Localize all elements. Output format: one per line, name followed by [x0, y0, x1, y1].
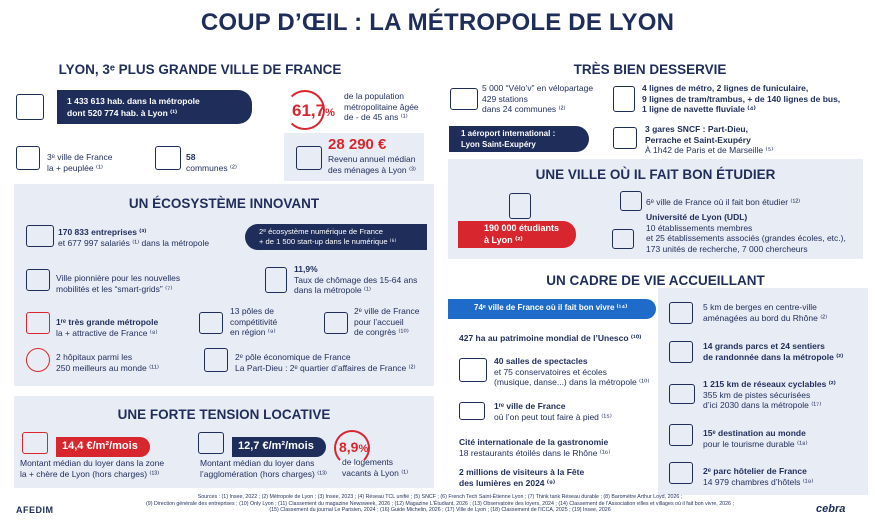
attractive-houses-icon: [26, 312, 50, 334]
mobility-text: Ville pionnière pour les nouvelles mobilités et les “smart-grids” ⁽⁷⁾: [56, 273, 181, 294]
page-title: COUP D’ŒIL : LA MÉTROPOLE DE LYON: [200, 9, 675, 36]
riverbanks-text: 5 km de berges en centre-ville aménagées au bord du Rhône ⁽²⁾: [703, 302, 828, 323]
companies-text: 170 833 entreprises ⁽³⁾ et 677 997 salariés ⁽¹⁾ dans la métropole: [58, 227, 210, 248]
attractive-text: 1ʳᵉ très grande métropole la + attractive de France ⁽⁸⁾: [56, 317, 159, 338]
rent-agglo-text: Montant médian du loyer dans l’agglomération (hors charges) ⁽¹³⁾: [200, 458, 328, 479]
theatre-masks-icon: [459, 358, 487, 382]
venues-text: 40 salles de spectacles et 75 conservatoires et écoles (musique, danse...) dans la métropole ⁽¹⁰⁾: [494, 356, 650, 387]
income-value: 28 290 €: [328, 136, 387, 153]
velov-text: 5 000 “Vélo’v” en vélopartage 429 stations dans 24 communes ⁽²⁾: [482, 83, 594, 114]
tourism-text: 15ᵉ destination au monde pour le tourisme durable ⁽¹⁸⁾: [703, 428, 808, 449]
hospitals-text: 2 hôpitaux parmi les 250 meilleurs au monde ⁽¹¹⁾: [56, 352, 159, 373]
hotel-icon: [669, 462, 693, 484]
congress-text: 2ᵉ ville de France pour l’accueil de congrès ⁽¹⁰⁾: [354, 306, 420, 337]
population-line2: dont 520 774 hab. à Lyon ⁽¹⁾: [67, 108, 178, 118]
student-icon: [509, 193, 531, 219]
light-festival-text: 2 millions de visiteurs à la Fête des lumières en 2024 ⁽⁹⁾: [459, 467, 585, 488]
hospital-cross-icon: [26, 348, 50, 372]
park-tree-icon: [669, 341, 693, 363]
graduation-cap-icon: [620, 191, 642, 211]
train-icon: [613, 127, 637, 149]
income-text: Revenu annuel médian des ménages à Lyon ⁽³⁾: [328, 154, 416, 175]
sources-footer: Sources : (1) Insee, 2022 ; (2) Métropole de Lyon ; (3) Insee, 2023 ; (4) Réseau TCL unifié ; (5) SNCF ; (6) French Tech Saint-Étienne Lyon ; (7) Think tank Réseau durable ; (8) Baromètre Arthur Loyd, 2026 ; (9) Direction générale des entreprises ; (10) Only Lyon ; (11) Classement du magazine Newsweek, 2026 ; (12) Magazine L'Étudiant, 2026 ; (13) Observatoire des loyers, 2024 ; (14) Classement de l'Association villes et villages où il fait bon vivre, 2026 ; (15) Classement du journal Le Parisien, 2024 ; (16) Guide Michelin, 2026 ; (17) Ville de Lyon ; (18) Classement de l'ICCA, 2025 ; (19) Insee, 2026: [146, 494, 734, 514]
smart-grid-icon: [26, 269, 50, 291]
digital-ecosystem-box: 2ᵉ écosystème numérique de France + de 1 500 start-up dans le numérique ⁽⁶⁾: [245, 224, 427, 250]
riverbank-icon: [669, 302, 693, 324]
competitiveness-text: 13 pôles de compétitivité en région ⁽⁹⁾: [230, 306, 278, 337]
university-text: Université de Lyon (UDL) 10 établissements membres et 25 établissements associés (grandes écoles, etc.), 173 unités de recherche, 7 000 chercheurs: [646, 212, 846, 254]
section-title-tension-locative: UNE FORTE TENSION LOCATIVE: [117, 407, 331, 422]
city-buildings-icon: [16, 94, 44, 120]
gastronomy-text: Cité internationale de la gastronomie 18 restaurants étoilés dans le Rhône ⁽¹⁶⁾: [459, 437, 611, 458]
communes-buildings-icon: [155, 146, 181, 170]
business-district-icon: [204, 348, 228, 372]
population-line1: 1 433 613 hab. dans la métropole: [67, 96, 200, 106]
section-title-cadre-de-vie: UN CADRE DE VIE ACCUEILLANT: [546, 273, 765, 288]
cycling-text: 1 215 km de réseaux cyclables ⁽²⁾ 355 km de pistes sécurisées d’ici 2030 dans la métropole ⁽¹⁷⁾: [703, 379, 836, 410]
section-title-etudier: UNE VILLE OÙ IL FAIT BON ÉTUDIER: [535, 167, 776, 182]
parks-text: 14 grands parcs et 24 sentiers de randonnée dans la métropole ⁽²⁾: [703, 341, 844, 362]
rent-agglo-value: 12,7 €/m²/mois: [232, 437, 326, 457]
walking-shoe-icon: [459, 402, 485, 420]
office-desk-icon: [26, 225, 54, 247]
university-icon: [612, 229, 634, 249]
map-france-icon: [16, 146, 40, 170]
third-city-text: 3ᵉ ville de France la + peuplée ⁽¹⁾: [47, 152, 113, 173]
afedim-logo: AFEDIM: [16, 505, 54, 515]
section-title-lyon: LYON, 3ᵉ PLUS GRANDE VILLE DE FRANCE: [58, 62, 342, 77]
walking-text: 1ʳᵉ ville de France où l’on peut tout faire à pied ⁽¹⁵⁾: [494, 401, 612, 422]
rent-house-icon-2: [198, 432, 224, 454]
vacancy-value: 8,9%: [339, 439, 369, 455]
sustainable-tourism-icon: [669, 424, 693, 446]
competitiveness-icon: [199, 312, 223, 334]
economic-pole-text: 2ᵉ pôle économique de France La Part-Dieu : 2ᵉ quartier d’affaires de France ⁽²⁾: [235, 352, 416, 373]
hotels-text: 2ᵉ parc hôtelier de France 14 979 chambres d’hôtels ⁽¹⁹⁾: [703, 466, 814, 487]
rent-expensive-value: 14,4 €/m²/mois: [56, 437, 150, 457]
family-icon: [296, 146, 322, 170]
transport-lines-text: 4 lignes de métro, 2 lignes de funiculaire, 9 lignes de tram/trambus, + de 140 lignes de bus, 1 ligne de navette fluviale ⁽⁴⁾: [642, 83, 841, 114]
congress-icon: [324, 312, 348, 334]
cebra-logo: cebra: [816, 503, 846, 515]
rent-house-icon: [22, 432, 48, 454]
young-population-percent: 61,7%: [292, 101, 335, 120]
worker-icon: [265, 267, 287, 293]
section-title-ecosysteme: UN ÉCOSYSTÈME INNOVANT: [128, 196, 320, 211]
students-box: 190 000 étudiants à Lyon ⁽²⁾: [458, 221, 576, 248]
tram-icon: [613, 86, 635, 112]
rent-expensive-text: Montant médian du loyer dans la zone la + chère de Lyon (hors charges) ⁽¹³⁾: [20, 458, 165, 479]
communes-text: 58 communes ⁽²⁾: [186, 152, 237, 173]
cycle-icon: [669, 384, 695, 404]
population-box: [57, 90, 252, 124]
airport-box: 1 aéroport international : Lyon Saint-Exupéry: [449, 126, 589, 152]
unesco-text: 427 ha au patrimoine mondial de l’Unesco ⁽¹⁰⁾: [459, 333, 642, 343]
vacancy-text: de logements vacants à Lyon ⁽¹⁾: [342, 457, 409, 478]
life-rank-banner: 74ᵉ ville de France où il fait bon vivre ⁽¹⁴⁾: [448, 299, 656, 319]
student-city-rank: 6ᵉ ville de France où il fait bon étudier ⁽¹²⁾: [646, 197, 801, 207]
bicycle-icon: [450, 88, 478, 110]
unemployment-text: 11,9% Taux de chômage des 15-64 ans dans la métropole ⁽¹⁾: [294, 264, 418, 295]
young-population-text: de la population métropolitaine âgée de - de 45 ans ⁽¹⁾: [344, 91, 419, 122]
section-title-desservie: TRÈS BIEN DESSERVIE: [573, 62, 727, 77]
sncf-text: 3 gares SNCF : Part-Dieu, Perrache et Saint-Exupéry À 1h42 de Paris et de Marseille ⁽⁵⁾: [645, 124, 774, 155]
